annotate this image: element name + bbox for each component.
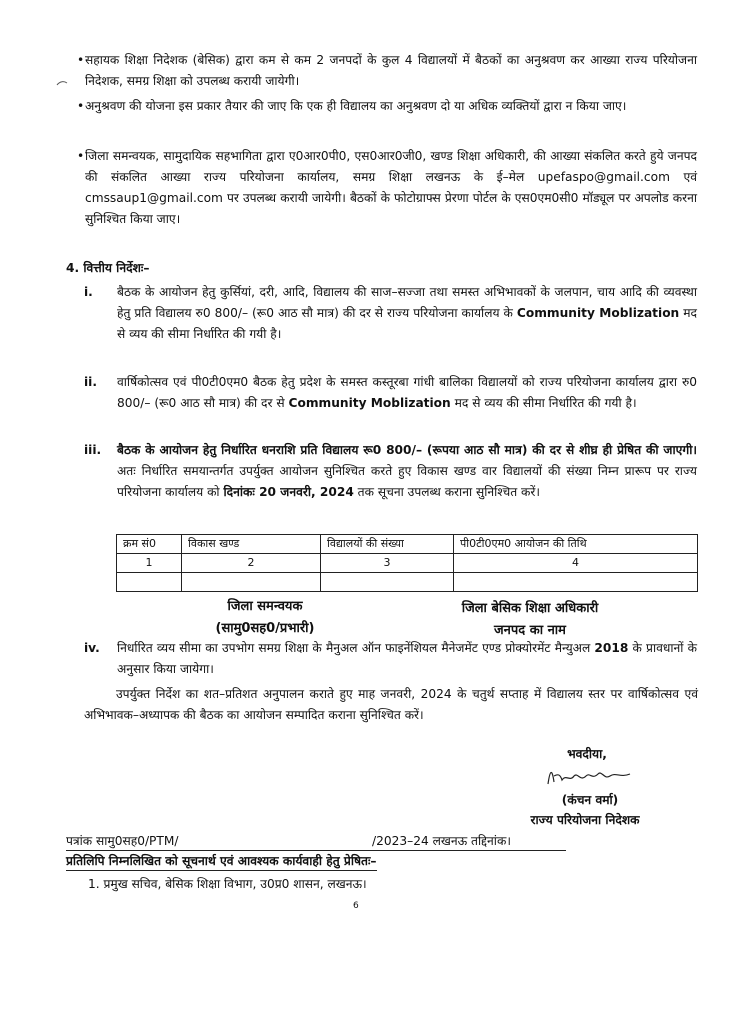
item-text: निर्धारित व्यय सीमा का उपभोग समग्र शिक्षा के मैनुअल ऑन फाइनेंशियल मैनेजमेंट एण्ड प्रोक्योरमेंट मैन्युअल 2018 के प्रावधानों के अनुसार किया जायेगा। [117,641,697,676]
bullet-icon: • [77,149,85,163]
bullet-item [77,50,697,92]
table-header-row [117,535,698,554]
item-number: iv. [84,641,100,655]
section-heading: 4. वित्तीय निर्देशः– [66,261,150,275]
table-cell: 4 [454,554,698,573]
bullet-text: अनुश्रवण की योजना इस प्रकार तैयार की जाए कि एक ही विद्यालय का अनुश्रवण दो या अधिक व्यक्तियों द्वारा न किया जाए। [85,99,627,113]
table-row [117,573,698,592]
copy-heading: प्रतिलिपि निम्नलिखित को सूचनार्थ एवं आवश्यक कार्यवाही हेतु प्रेषितः– [66,852,377,871]
table-cell [454,573,698,592]
item-number: i. [84,285,93,299]
table-cell [182,573,321,592]
salutation: भवदीया, [567,747,607,761]
reference-number: पत्रांक सामु0सह0/PTM/ [66,834,179,848]
reporting-table [116,534,698,592]
closing-paragraph: उपर्युक्त निर्देश का शत–प्रतिशत अनुपालन कराते हुए माह जनवरी, 2024 के चतुर्थ सप्ताह में विद्यालय स्तर पर वार्षिकोत्सव एवं अभिभावक–अध्यापक की बैठक का आयोजन सम्पादित कराना सुनिश्चित करें। [84,687,698,722]
district-coordinator-block: जिला समन्वयक (सामु0सह0/प्रभारी) [215,599,315,636]
item-number: iii. [84,443,102,457]
table-cell [321,573,454,592]
item-text: बैठक के आयोजन हेतु कुर्सियां, दरी, आदि, विद्यालय की साज–सज्जा तथा समस्त अभिभावकों के जलपान, चाय आदि की व्यवस्था हेतु प्रति विद्यालय रु0 800/– (रू0 आठ सौ मात्र) की दर से राज्य परियोजना कार्यालय के Community Moblization मद से व्यय की सीमा निर्धारित की गयी है। [117,285,698,341]
table-cell: 3 [321,554,454,573]
bullet-icon: • [77,99,85,113]
item-text: वार्षिकोत्सव एवं पी0टी0एम0 बैठक हेतु प्रदेश के समस्त कस्तूरबा गांधी बालिका विद्यालयों को राज्य परियोजना कार्यालय द्वारा रु0 800/– (रू0 आठ सौ मात्र) की दर से Community Moblization मद से व्यय की सीमा निर्धारित की गयी है। [117,375,697,410]
signatory-name: (कंचन वर्मा) [561,793,619,807]
bullet-text: जिला समन्वयक, सामुदायिक सहभागिता द्वारा ए0आर0पी0, एस0आर0जी0, खण्ड शिक्षा अधिकारी, की आख्या संकलित करते हुये जनपद की संकलित आख्या राज्य परियोजना कार्यालय, समग्र शिक्षा लखनऊ के ई–मेल upefaspo@gmail.com एवं cmssaup1@gmail.com पर उपलब्ध करायी जायेगी। बैठकों के फोटोग्राफ्स प्रेरणा पोर्टल के एस0एम0सी0 मॉड्यूल पर अपलोड करना सुनिश्चित किया जाए। [85,149,697,226]
bullet-text: सहायक शिक्षा निदेशक (बेसिक) द्वारा कम से कम 2 जनपदों के कुल 4 विद्यालयों में बैठकों का अनुश्रवण कर आख्या राज्य परियोजना निदेशक, समग्र शिक्षा को उपलब्ध करायी जायेगी। [85,53,697,88]
margin-mark-icon [56,80,68,86]
signature-icon [540,764,640,790]
page-number: 6 [353,901,359,911]
table-header-cell: क्रम सं0 [117,535,182,554]
signatory-designation: राज्य परियोजना निदेशक [530,813,640,827]
table-header-cell: विद्यालयों की संख्या [321,535,454,554]
bullet-item [77,146,697,230]
item-number: ii. [84,375,97,389]
table-cell: 1 [117,554,182,573]
table-row [117,554,698,573]
table-header-cell: पी0टी0एम0 आयोजन की तिथि [454,535,698,554]
table-cell: 2 [182,554,321,573]
bsa-block: जिला बेसिक शिक्षा अधिकारी जनपद का नाम [461,601,599,638]
reference-date: /2023–24 लखनऊ तद्दिनांक। [372,834,511,848]
table-cell [117,573,182,592]
bullet-icon: • [77,53,85,67]
bullet-item [77,96,697,117]
reference-line [66,832,566,851]
copy-list-item: 1. प्रमुख सचिव, बेसिक शिक्षा विभाग, उ0प्र0 शासन, लखनऊ। [88,877,367,891]
table-header-cell: विकास खण्ड [182,535,321,554]
item-text: बैठक के आयोजन हेतु निर्धारित धनराशि प्रति विद्यालय रू0 800/– (रूपया आठ सौ मात्र) की दर से शीघ्र ही प्रेषित की जाएगी। अतः निर्धारित समयान्तर्गत उपर्युक्त आयोजन सुनिश्चित करते हुए विकास खण्ड वार विद्यालयों की संख्या निम्न प्रारूप पर राज्य परियोजना कार्यालय को दिनांकः 20 जनवरी, 2024 तक सूचना उपलब्ध कराना सुनिश्चित करें। [117,443,697,499]
